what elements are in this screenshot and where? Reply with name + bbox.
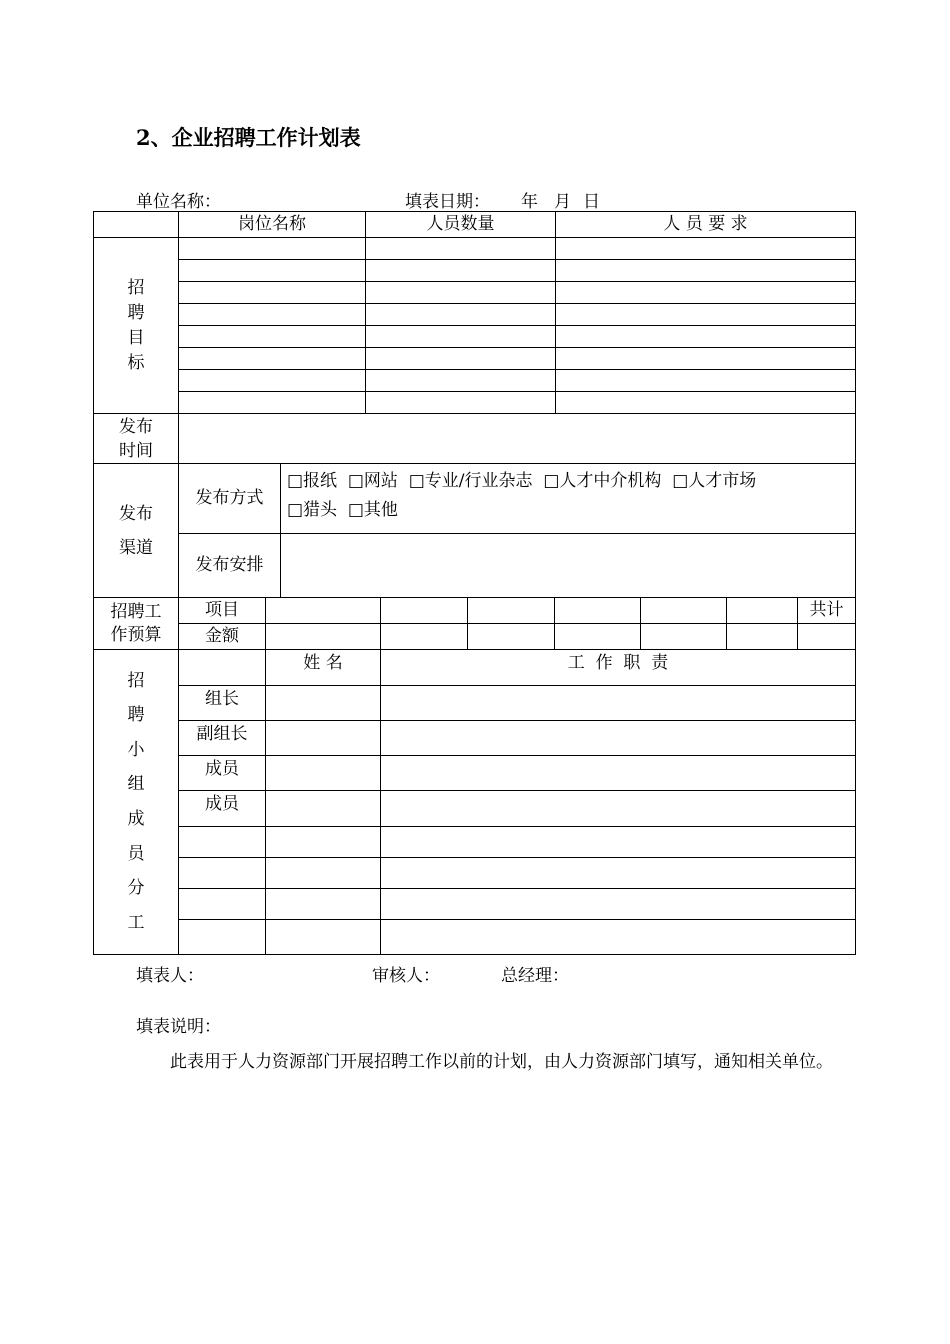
gm-label: 总经理： xyxy=(501,966,569,986)
position-cell[interactable] xyxy=(179,238,366,260)
target-label: 招聘目标 xyxy=(127,277,145,373)
position-cell[interactable] xyxy=(179,282,366,304)
recruitment-plan-form xyxy=(93,211,856,955)
team-label-cell xyxy=(94,650,179,955)
count-cell[interactable] xyxy=(366,260,556,282)
budget-item-cell[interactable] xyxy=(381,598,468,624)
count-cell[interactable] xyxy=(366,282,556,304)
corner-cell xyxy=(94,212,179,238)
budget-item-cell[interactable] xyxy=(727,598,798,624)
budget-label-line2: 作预算 xyxy=(110,624,162,645)
team-label: 招聘小组成员分工 xyxy=(127,670,145,933)
team-duty-cell[interactable] xyxy=(381,920,856,955)
month-label: 月 xyxy=(554,192,571,212)
budget-total-cell[interactable] xyxy=(798,624,856,650)
method-options-line1[interactable]: □报纸 □网站 □专业/行业杂志 □人才中介机构 □人才市场 xyxy=(287,471,757,491)
header-position: 岗位名称 xyxy=(179,212,366,238)
team-name-cell[interactable] xyxy=(266,686,381,721)
budget-total-label: 共计 xyxy=(798,598,856,624)
requirement-cell[interactable] xyxy=(556,260,856,282)
position-cell[interactable] xyxy=(179,348,366,370)
reviewer-label: 审核人： xyxy=(372,966,440,986)
budget-amount-cell[interactable] xyxy=(266,624,381,650)
position-cell[interactable] xyxy=(179,392,366,414)
budget-item-cell[interactable] xyxy=(266,598,381,624)
budget-amount-label: 金额 xyxy=(179,624,266,650)
budget-label-cell xyxy=(94,598,179,650)
budget-table xyxy=(93,597,856,650)
team-duty-cell[interactable] xyxy=(381,889,856,920)
team-name-cell[interactable] xyxy=(266,791,381,827)
arrange-input[interactable] xyxy=(281,534,856,598)
publish-time-label: 发布时间 xyxy=(119,416,153,461)
budget-item-label: 项目 xyxy=(179,598,266,624)
requirement-cell[interactable] xyxy=(556,238,856,260)
team-name-cell[interactable] xyxy=(266,721,381,756)
requirement-cell[interactable] xyxy=(556,304,856,326)
channel-label: 发布渠道 xyxy=(119,503,153,558)
team-table xyxy=(93,649,856,955)
count-cell[interactable] xyxy=(366,304,556,326)
budget-item-cell[interactable] xyxy=(641,598,727,624)
team-name-cell[interactable] xyxy=(266,827,381,858)
count-cell[interactable] xyxy=(366,238,556,260)
budget-amount-cell[interactable] xyxy=(468,624,555,650)
fill-date-label: 填表日期： xyxy=(405,192,490,212)
team-role-cell[interactable] xyxy=(179,858,266,889)
budget-amount-cell[interactable] xyxy=(381,624,468,650)
notes-heading: 填表说明： xyxy=(136,1017,221,1037)
team-role: 成员 xyxy=(179,756,266,791)
publish-time-label-cell xyxy=(94,414,179,464)
requirement-cell[interactable] xyxy=(556,282,856,304)
position-cell[interactable] xyxy=(179,260,366,282)
position-cell[interactable] xyxy=(179,326,366,348)
count-cell[interactable] xyxy=(366,392,556,414)
channel-label-cell xyxy=(94,464,179,598)
requirement-cell[interactable] xyxy=(556,392,856,414)
channel-table xyxy=(93,463,856,598)
team-duty-cell[interactable] xyxy=(381,791,856,827)
position-cell[interactable] xyxy=(179,370,366,392)
team-duty-cell[interactable] xyxy=(381,827,856,858)
day-label: 日 xyxy=(583,192,600,212)
team-name-header: 姓 名 xyxy=(266,650,381,686)
unit-name-label: 单位名称： xyxy=(136,192,221,212)
header-count: 人员数量 xyxy=(366,212,556,238)
budget-item-cell[interactable] xyxy=(468,598,555,624)
budget-amount-cell[interactable] xyxy=(727,624,798,650)
team-role: 成员 xyxy=(179,791,266,827)
team-duty-cell[interactable] xyxy=(381,721,856,756)
filler-label: 填表人： xyxy=(136,966,204,986)
budget-amount-cell[interactable] xyxy=(641,624,727,650)
team-role-cell[interactable] xyxy=(179,889,266,920)
team-role-cell[interactable] xyxy=(179,920,266,955)
count-cell[interactable] xyxy=(366,348,556,370)
team-name-cell[interactable] xyxy=(266,858,381,889)
team-duty-cell[interactable] xyxy=(381,756,856,791)
requirement-cell[interactable] xyxy=(556,326,856,348)
count-cell[interactable] xyxy=(366,370,556,392)
notes-text: 此表用于人力资源部门开展招聘工作以前的计划，由人力资源部门填写，通知相关单位。 xyxy=(170,1052,833,1072)
page-title: 2、企业招聘工作计划表 xyxy=(136,125,361,150)
header-requirements: 人 员 要 求 xyxy=(556,212,856,238)
team-role: 组长 xyxy=(179,686,266,721)
budget-item-cell[interactable] xyxy=(555,598,641,624)
requirement-cell[interactable] xyxy=(556,370,856,392)
arrange-label: 发布安排 xyxy=(179,534,281,598)
budget-amount-cell[interactable] xyxy=(555,624,641,650)
target-table xyxy=(93,211,856,464)
method-label: 发布方式 xyxy=(179,464,281,534)
team-duty-cell[interactable] xyxy=(381,686,856,721)
method-options-line2[interactable]: □猎头 □其他 xyxy=(287,500,398,520)
count-cell[interactable] xyxy=(366,326,556,348)
team-name-cell[interactable] xyxy=(266,756,381,791)
team-role-cell[interactable] xyxy=(179,827,266,858)
team-duty-header: 工 作 职 责 xyxy=(381,650,856,686)
position-cell[interactable] xyxy=(179,304,366,326)
year-label: 年 xyxy=(521,192,538,212)
publish-time-input[interactable] xyxy=(179,414,856,464)
requirement-cell[interactable] xyxy=(556,348,856,370)
team-duty-cell[interactable] xyxy=(381,858,856,889)
budget-label-line1: 招聘工 xyxy=(110,602,162,623)
team-name-cell[interactable] xyxy=(266,889,381,920)
team-role: 副组长 xyxy=(179,721,266,756)
team-name-cell[interactable] xyxy=(266,920,381,955)
target-label-cell xyxy=(94,238,179,414)
method-options[interactable] xyxy=(281,464,856,534)
team-corner-cell xyxy=(179,650,266,686)
